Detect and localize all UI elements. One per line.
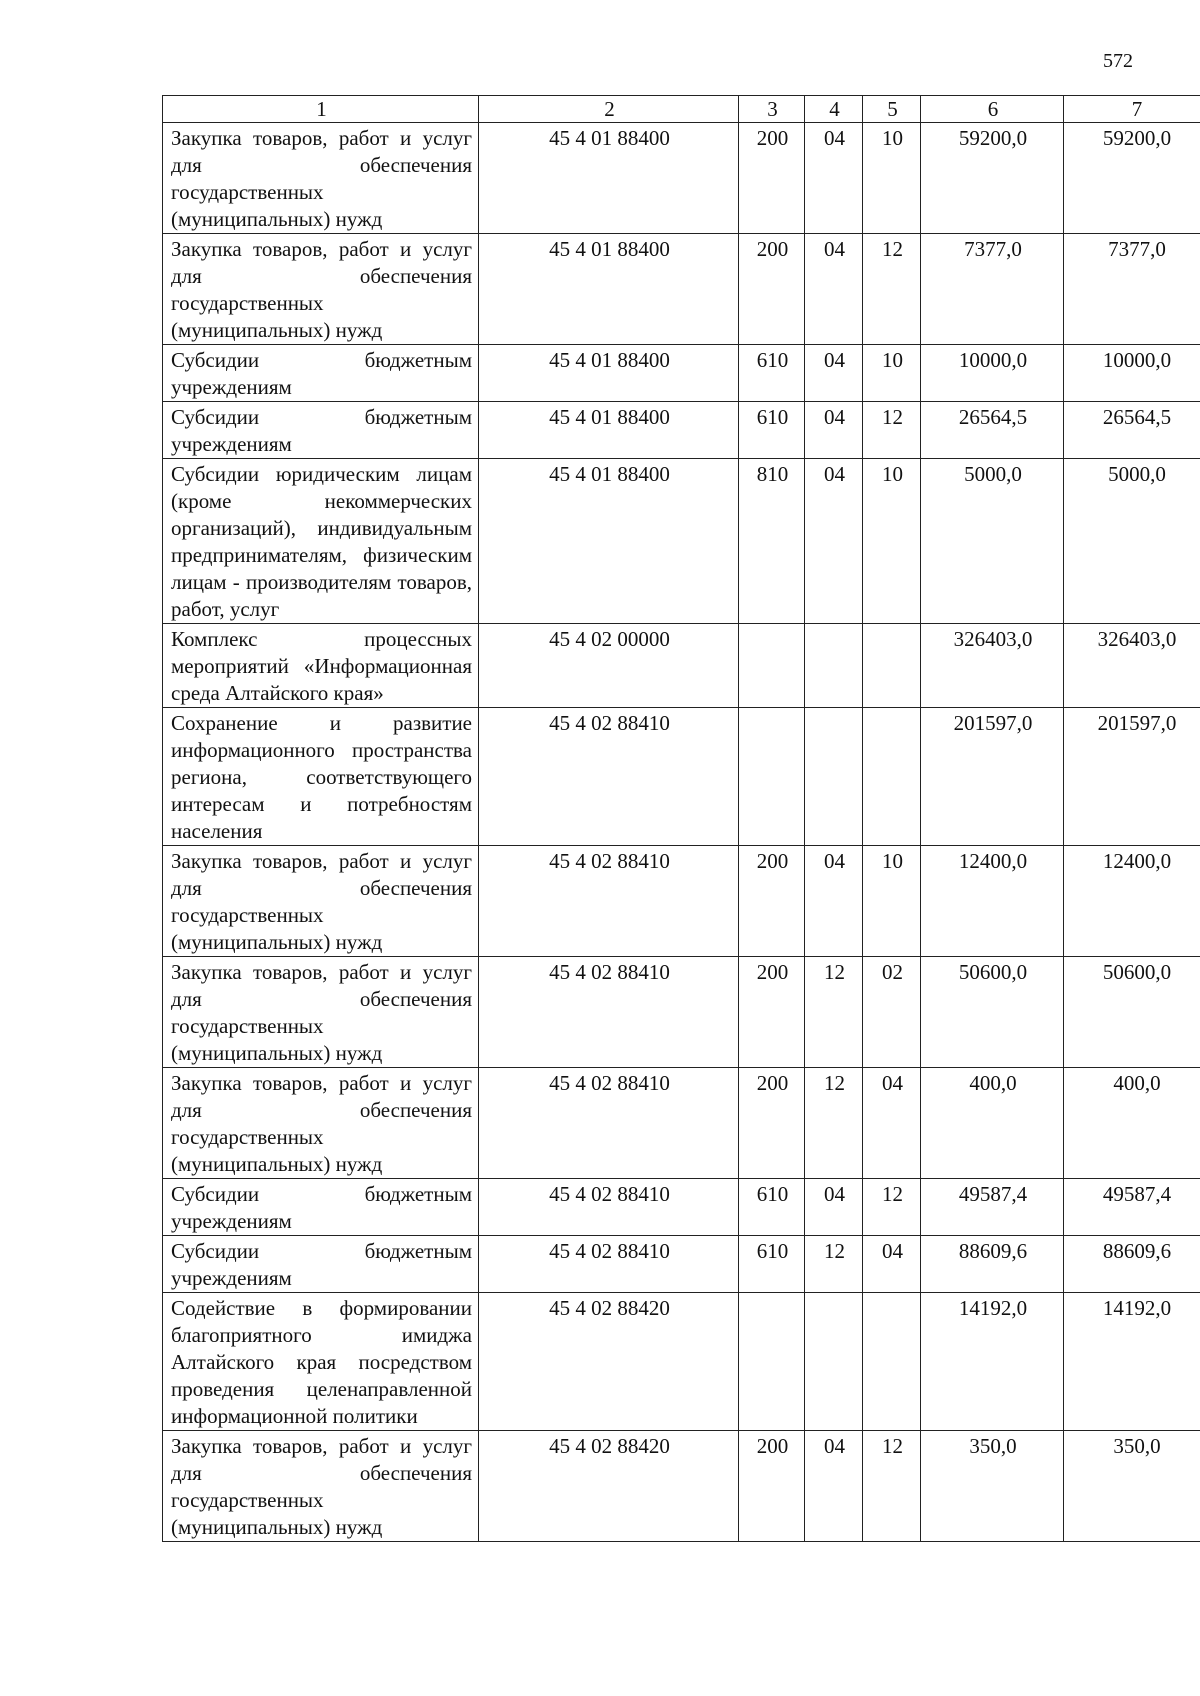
amount-year1-cell: 10000,0 [921, 345, 1064, 402]
subsection-cell: 04 [863, 1068, 921, 1179]
expense-type-cell: 610 [739, 1179, 805, 1236]
row-name-cell: Субсидии бюджетным учреждениям [163, 402, 479, 459]
target-article-code-cell: 45 4 02 88410 [479, 957, 739, 1068]
amount-year2-cell: 326403,0 [1064, 624, 1200, 708]
amount-year2-cell: 400,0 [1064, 1068, 1200, 1179]
section-cell: 04 [805, 459, 863, 624]
subsection-cell: 10 [863, 345, 921, 402]
subsection-cell: 10 [863, 846, 921, 957]
amount-year2-cell: 59200,0 [1064, 123, 1200, 234]
row-name-cell: Содействие в формировании благоприятного имиджа Алтайского края посредством проведения целенаправленной информационной политики [163, 1293, 479, 1431]
table-row [163, 459, 1200, 624]
amount-year2-cell: 49587,4 [1064, 1179, 1200, 1236]
subsection-cell [863, 1293, 921, 1431]
target-article-code-cell: 45 4 02 88410 [479, 1068, 739, 1179]
table-row [163, 345, 1200, 402]
section-cell [805, 1293, 863, 1431]
amount-year1-cell: 49587,4 [921, 1179, 1064, 1236]
table-row [163, 1179, 1200, 1236]
target-article-code-cell: 45 4 02 88410 [479, 1179, 739, 1236]
row-name-cell: Закупка товаров, работ и услуг для обеспечения государственных (муниципальных) нужд [163, 846, 479, 957]
column-header-7: 7 [1064, 96, 1200, 123]
amount-year2-cell: 7377,0 [1064, 234, 1200, 345]
column-header-5: 5 [863, 96, 921, 123]
amount-year1-cell: 12400,0 [921, 846, 1064, 957]
subsection-cell: 10 [863, 459, 921, 624]
amount-year1-cell: 201597,0 [921, 708, 1064, 846]
row-name-cell: Субсидии бюджетным учреждениям [163, 1179, 479, 1236]
row-name-cell: Закупка товаров, работ и услуг для обеспечения государственных (муниципальных) нужд [163, 123, 479, 234]
expense-type-cell: 200 [739, 1431, 805, 1542]
subsection-cell: 04 [863, 1236, 921, 1293]
amount-year1-cell: 400,0 [921, 1068, 1064, 1179]
row-name-cell: Закупка товаров, работ и услуг для обеспечения государственных (муниципальных) нужд [163, 234, 479, 345]
column-header-6: 6 [921, 96, 1064, 123]
section-cell: 12 [805, 957, 863, 1068]
section-cell: 12 [805, 1236, 863, 1293]
expense-type-cell: 610 [739, 402, 805, 459]
header-row [163, 96, 1200, 123]
subsection-cell: 12 [863, 1179, 921, 1236]
target-article-code-cell: 45 4 01 88400 [479, 345, 739, 402]
amount-year2-cell: 350,0 [1064, 1431, 1200, 1542]
section-cell: 12 [805, 1068, 863, 1179]
amount-year1-cell: 350,0 [921, 1431, 1064, 1542]
expense-type-cell: 200 [739, 846, 805, 957]
target-article-code-cell: 45 4 01 88400 [479, 234, 739, 345]
table-row [163, 1236, 1200, 1293]
amount-year1-cell: 7377,0 [921, 234, 1064, 345]
row-name-cell: Субсидии бюджетным учреждениям [163, 1236, 479, 1293]
expense-type-cell: 200 [739, 1068, 805, 1179]
table-row [163, 1431, 1200, 1542]
amount-year1-cell: 5000,0 [921, 459, 1064, 624]
table-row [163, 234, 1200, 345]
amount-year2-cell: 12400,0 [1064, 846, 1200, 957]
subsection-cell: 12 [863, 234, 921, 345]
subsection-cell: 12 [863, 402, 921, 459]
expense-type-cell: 200 [739, 123, 805, 234]
section-cell: 04 [805, 846, 863, 957]
section-cell: 04 [805, 1431, 863, 1542]
table-row [163, 1068, 1200, 1179]
table-body [163, 123, 1200, 1542]
amount-year2-cell: 10000,0 [1064, 345, 1200, 402]
table-row [163, 624, 1200, 708]
row-name-cell: Закупка товаров, работ и услуг для обеспечения государственных (муниципальных) нужд [163, 1431, 479, 1542]
amount-year2-cell: 88609,6 [1064, 1236, 1200, 1293]
amount-year1-cell: 26564,5 [921, 402, 1064, 459]
target-article-code-cell: 45 4 02 88420 [479, 1293, 739, 1431]
subsection-cell [863, 624, 921, 708]
section-cell [805, 624, 863, 708]
subsection-cell: 12 [863, 1431, 921, 1542]
row-name-cell: Сохранение и развитие информационного пространства региона, соответствующего интересам и потребностям населения [163, 708, 479, 846]
subsection-cell: 02 [863, 957, 921, 1068]
expense-type-cell [739, 1293, 805, 1431]
amount-year2-cell: 14192,0 [1064, 1293, 1200, 1431]
expense-type-cell: 200 [739, 957, 805, 1068]
column-header-4: 4 [805, 96, 863, 123]
page-number: 572 [1103, 50, 1133, 72]
amount-year2-cell: 26564,5 [1064, 402, 1200, 459]
table-row [163, 846, 1200, 957]
expense-type-cell [739, 624, 805, 708]
row-name-cell: Субсидии юридическим лицам (кроме некоммерческих организаций), индивидуальным предпринимателям, физическим лицам - производителям товаров, работ, услуг [163, 459, 479, 624]
target-article-code-cell: 45 4 02 88410 [479, 846, 739, 957]
section-cell: 04 [805, 1179, 863, 1236]
section-cell: 04 [805, 234, 863, 345]
table-row [163, 402, 1200, 459]
budget-table [162, 95, 1200, 1542]
amount-year1-cell: 326403,0 [921, 624, 1064, 708]
subsection-cell [863, 708, 921, 846]
target-article-code-cell: 45 4 02 88420 [479, 1431, 739, 1542]
target-article-code-cell: 45 4 01 88400 [479, 402, 739, 459]
target-article-code-cell: 45 4 01 88400 [479, 123, 739, 234]
subsection-cell: 10 [863, 123, 921, 234]
table-row [163, 957, 1200, 1068]
amount-year1-cell: 50600,0 [921, 957, 1064, 1068]
target-article-code-cell: 45 4 01 88400 [479, 459, 739, 624]
expense-type-cell: 200 [739, 234, 805, 345]
row-name-cell: Комплекс процессных мероприятий «Информационная среда Алтайского края» [163, 624, 479, 708]
amount-year1-cell: 59200,0 [921, 123, 1064, 234]
amount-year1-cell: 88609,6 [921, 1236, 1064, 1293]
row-name-cell: Закупка товаров, работ и услуг для обеспечения государственных (муниципальных) нужд [163, 957, 479, 1068]
expense-type-cell: 810 [739, 459, 805, 624]
section-cell: 04 [805, 345, 863, 402]
target-article-code-cell: 45 4 02 00000 [479, 624, 739, 708]
expense-type-cell [739, 708, 805, 846]
target-article-code-cell: 45 4 02 88410 [479, 1236, 739, 1293]
row-name-cell: Закупка товаров, работ и услуг для обеспечения государственных (муниципальных) нужд [163, 1068, 479, 1179]
column-header-2: 2 [479, 96, 739, 123]
amount-year1-cell: 14192,0 [921, 1293, 1064, 1431]
amount-year2-cell: 201597,0 [1064, 708, 1200, 846]
amount-year2-cell: 5000,0 [1064, 459, 1200, 624]
column-header-3: 3 [739, 96, 805, 123]
section-cell [805, 708, 863, 846]
section-cell: 04 [805, 123, 863, 234]
table-row [163, 708, 1200, 846]
amount-year2-cell: 50600,0 [1064, 957, 1200, 1068]
table-row [163, 123, 1200, 234]
row-name-cell: Субсидии бюджетным учреждениям [163, 345, 479, 402]
column-header-1: 1 [163, 96, 479, 123]
expense-type-cell: 610 [739, 1236, 805, 1293]
table-row [163, 1293, 1200, 1431]
target-article-code-cell: 45 4 02 88410 [479, 708, 739, 846]
section-cell: 04 [805, 402, 863, 459]
expense-type-cell: 610 [739, 345, 805, 402]
